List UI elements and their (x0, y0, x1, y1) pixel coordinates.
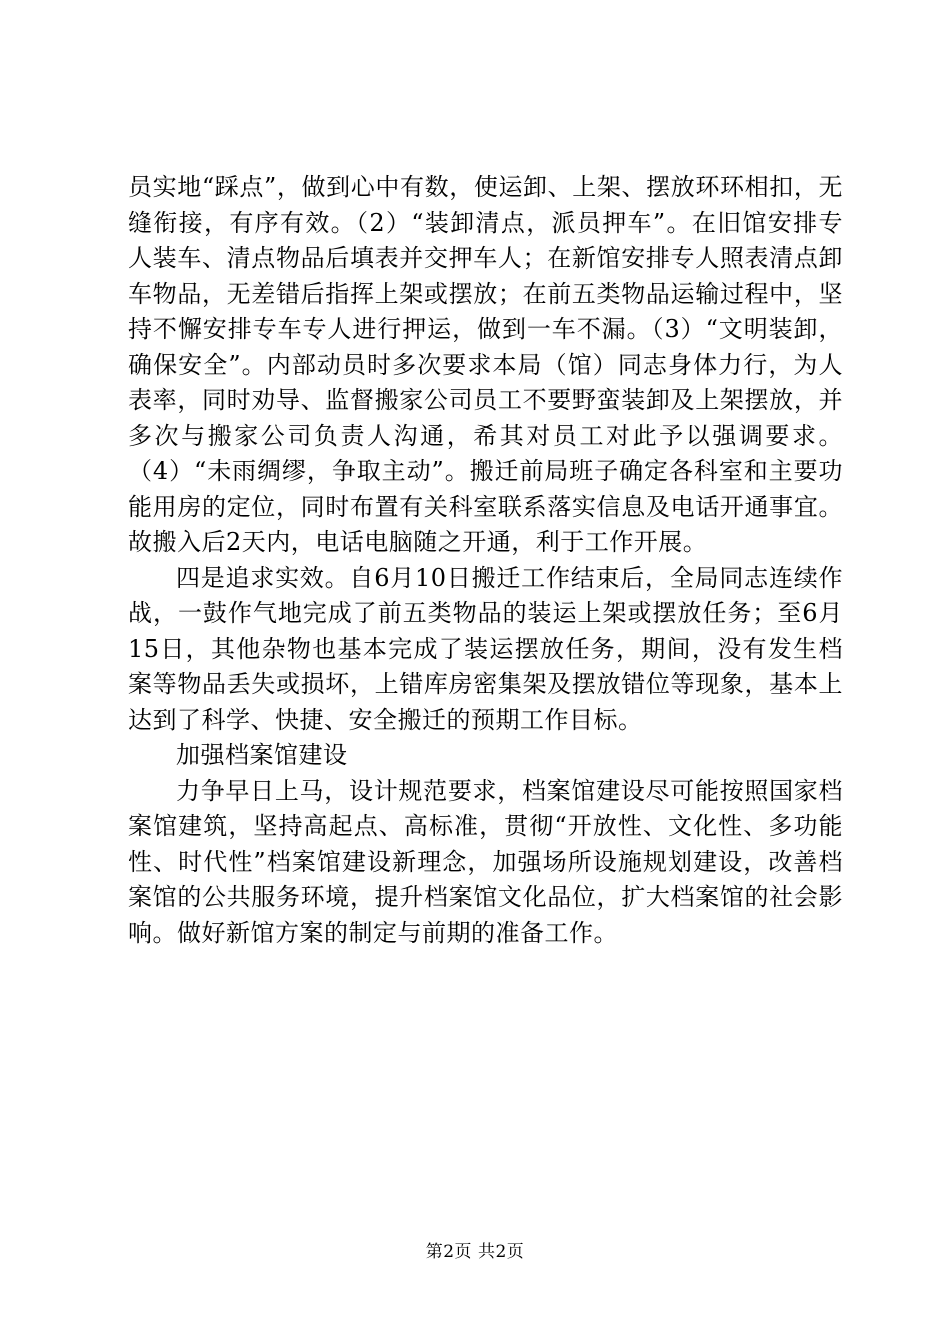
paragraph-archive-construction: 力争早日上马，设计规范要求，档案馆建设尽可能按照国家档案馆建筑，坚持高起点、高标准，贯彻“开放性、文化性、多功能性、时代性”档案馆建设新理念，加强场所设施规划建设，改善档案馆的公共服务环境，提升档案馆文化品位，扩大档案馆的社会影响。做好新馆方案的制定与前期的准备工作。 (128, 776, 843, 947)
page-number-footer: 第2页 共2页 (425, 1242, 525, 1262)
section-heading: 加强档案馆建设 (176, 741, 348, 769)
paragraph-continuation: 员实地“踩点”，做到心中有数，使运卸、上架、摆放环环相扣，无缝衔接，有序有效。（2）“装卸清点，派员押车”。在旧馆安排专人装车、清点物品后填表并交押车人；在新馆安排专人照表清点卸车物品，无差错后指挥上架或摆放；在前五类物品运输过程中，坚持不懈安排专车专人进行押运，做到一车不漏。（3）“文明装卸，确保安全”。内部动员时多次要求本局（馆）同志身体力行，为人表率，同时劝导、监督搬家公司员工不要野蛮装卸及上架摆放，并多次与搬家公司负责人沟通，希其对员工对此予以强调要求。（4）“未雨绸缪，争取主动”。搬迁前局班子确定各科室和主要功能用房的定位，同时布置有关科室联系落实信息及电话开通事宜。故搬入后2天内，电话电脑随之开通，利于工作开展。 (128, 173, 843, 556)
document-body (128, 170, 843, 951)
paragraph-results: 四是追求实效。自6月10日搬迁工作结束后，全局同志连续作战，一鼓作气地完成了前五类物品的装运上架或摆放任务；至6月15日，其他杂物也基本完成了装运摆放任务，期间，没有发生档案等物品丢失或损坏，上错库房密集架及摆放错位等现象，基本上达到了科学、快捷、安全搬迁的预期工作目标。 (128, 563, 843, 734)
